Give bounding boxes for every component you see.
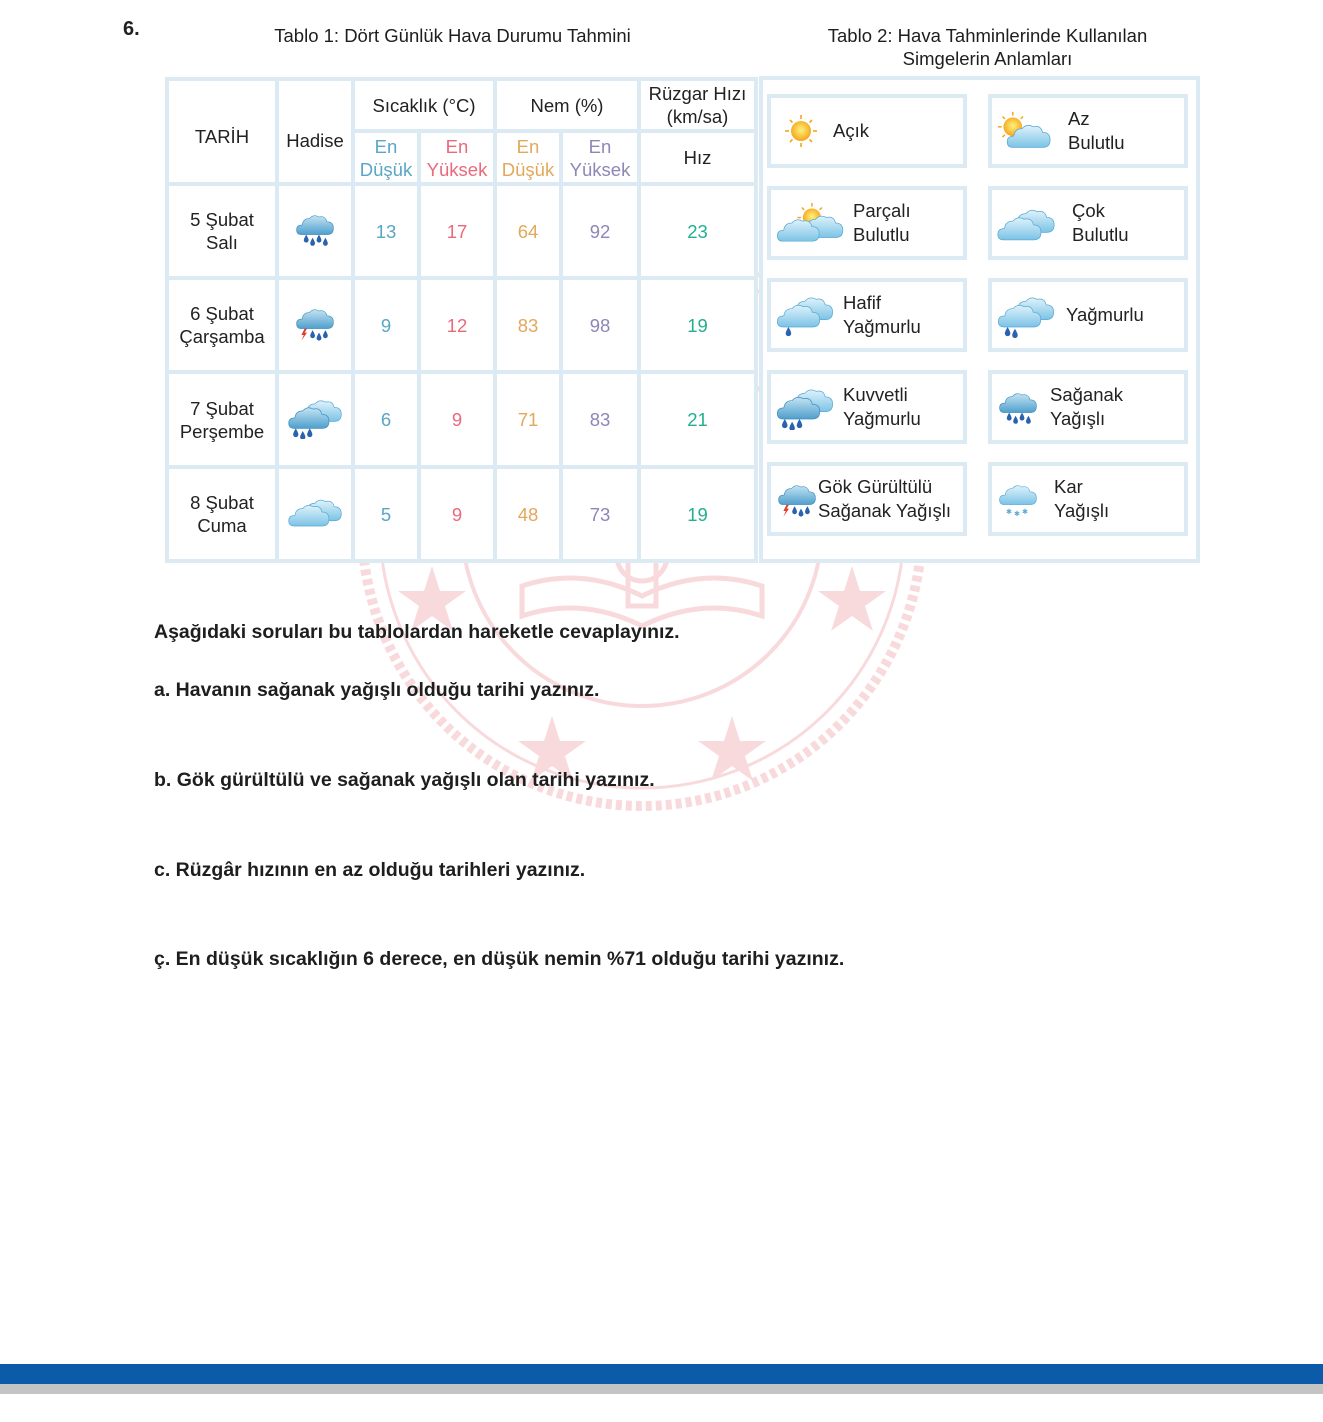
legend-label: Açık xyxy=(833,120,869,141)
legend-label-line1: Kuvvetli xyxy=(843,384,908,405)
humidity-max-value: 92 xyxy=(563,186,637,276)
row-date xyxy=(169,280,275,370)
header-hum-max-line2: Yüksek xyxy=(569,158,631,180)
header-temp-max-line1: En xyxy=(445,135,469,157)
footer-gray-bar xyxy=(0,1384,1323,1394)
rain-icon xyxy=(996,292,1056,338)
humidity-min-value: 48 xyxy=(497,469,559,559)
legend-label-line2: Bulutlu xyxy=(853,224,910,245)
legend-label-line2: Bulutlu xyxy=(1068,132,1125,153)
humidity-min-value: 83 xyxy=(497,280,559,370)
temp-max-value: 9 xyxy=(421,469,493,559)
legend-label-line1: Hafif xyxy=(843,292,882,313)
legend-label xyxy=(843,291,921,339)
legend-label-line2: Yağışlı xyxy=(1054,500,1110,521)
row-date xyxy=(169,186,275,276)
legend-item-very-cloudy xyxy=(988,186,1188,260)
wind-speed-value: 21 xyxy=(641,374,754,465)
legend-item-light-rain xyxy=(767,278,967,352)
row-event xyxy=(279,186,351,276)
header-date: TARİH xyxy=(169,81,275,182)
snow-icon xyxy=(998,480,1038,518)
temp-min-value: 5 xyxy=(355,469,417,559)
row-date-weekday: Çarşamba xyxy=(179,326,265,347)
wind-speed-value: 19 xyxy=(641,280,754,370)
legend-label-line1: Az xyxy=(1068,108,1090,129)
legend-label-line1: Gök Gürültülü xyxy=(818,476,933,497)
row-date-day: 6 Şubat xyxy=(190,303,254,324)
legend-label: Yağmurlu xyxy=(1066,304,1144,325)
humidity-min-value: 71 xyxy=(497,374,559,465)
legend-item-clear xyxy=(767,94,967,168)
header-temp-max-line2: Yüksek xyxy=(426,158,488,180)
humidity-max-value: 98 xyxy=(563,280,637,370)
temp-min-value: 13 xyxy=(355,186,417,276)
row-date-weekday: Cuma xyxy=(197,515,247,536)
header-temp-min-line2: Düşük xyxy=(359,158,413,180)
thunder-shower-icon xyxy=(295,304,335,342)
legend-item-strong-rain xyxy=(767,370,967,444)
header-temp-max xyxy=(421,133,493,182)
legend-item-partly-cloudy xyxy=(767,186,967,260)
header-wind-speed: Hız xyxy=(641,133,754,182)
question-number: 6. xyxy=(123,18,140,40)
very-cloudy-icon xyxy=(287,494,343,530)
temp-max-value: 9 xyxy=(421,374,493,465)
header-hum-min-line2: Düşük xyxy=(501,158,555,180)
partly-cloudy-icon xyxy=(775,203,847,243)
legend-label-line1: Sağanak xyxy=(1050,384,1124,405)
legend-label xyxy=(1072,199,1129,247)
legend-label-line2: Yağmurlu xyxy=(843,408,921,429)
header-temp-min-line1: En xyxy=(374,135,398,157)
wind-speed-value: 23 xyxy=(641,186,754,276)
table2-caption xyxy=(790,24,1185,70)
legend-label-line2: Sağanak Yağışlı xyxy=(818,500,952,521)
light-rain-icon xyxy=(775,292,835,338)
temp-max-value: 17 xyxy=(421,186,493,276)
humidity-min-value: 64 xyxy=(497,186,559,276)
header-wind-line2: (km/sa) xyxy=(666,106,729,127)
row-event xyxy=(279,374,351,465)
legend-label xyxy=(853,199,911,247)
temp-min-value: 9 xyxy=(355,280,417,370)
legend-label xyxy=(818,475,951,523)
row-date-weekday: Salı xyxy=(206,232,238,253)
header-wind-line1: Rüzgar Hızı xyxy=(648,83,747,104)
header-event: Hadise xyxy=(279,81,351,182)
question-cc: ç. En düşük sıcaklığın 6 derece, en düşük nemin %71 olduğu tarihi yazınız. xyxy=(154,948,845,970)
svg-text:✱: ✱ xyxy=(1022,507,1029,517)
temp-max-value: 12 xyxy=(421,280,493,370)
legend-label-line1: Çok xyxy=(1072,200,1105,221)
very-cloudy-icon xyxy=(996,204,1056,242)
question-a: a. Havanın sağanak yağışlı olduğu tarihi yazınız. xyxy=(154,679,600,701)
temp-min-value: 6 xyxy=(355,374,417,465)
legend-label-line1: Kar xyxy=(1054,476,1083,497)
strong-rain-icon xyxy=(287,395,343,439)
sun-few-clouds-icon xyxy=(996,110,1052,152)
svg-text:✱: ✱ xyxy=(1006,507,1013,517)
table1-caption: Tablo 1: Dört Günlük Hava Durumu Tahmini xyxy=(274,25,631,46)
legend-label-line1: Parçalı xyxy=(853,200,911,221)
thunder-shower-icon xyxy=(777,480,817,518)
humidity-max-value: 73 xyxy=(563,469,637,559)
header-temp-min xyxy=(355,133,417,182)
legend-label xyxy=(1054,475,1109,523)
row-event xyxy=(279,469,351,559)
row-date-day: 7 Şubat xyxy=(190,397,254,419)
legend-label xyxy=(1068,107,1125,155)
footer-blue-bar xyxy=(0,1364,1323,1384)
header-hum-min-line1: En xyxy=(516,135,540,157)
legend-label xyxy=(1050,383,1123,431)
humidity-max-value: 83 xyxy=(563,374,637,465)
forecast-table xyxy=(165,77,758,563)
row-date xyxy=(169,374,275,465)
header-wind xyxy=(641,81,754,129)
heavy-rain-icon xyxy=(998,388,1038,426)
header-humidity: Nem (%) xyxy=(497,81,637,129)
legend-label-line2: Yağmurlu xyxy=(843,316,921,337)
legend-item-thunder-shower xyxy=(767,462,967,536)
legend-item-snow xyxy=(988,462,1188,536)
row-date-weekday: Perşembe xyxy=(179,420,265,442)
symbol-legend-table xyxy=(759,76,1200,563)
legend-label xyxy=(843,383,921,431)
svg-text:✱: ✱ xyxy=(1014,508,1021,518)
table2-caption-line1: Tablo 2: Hava Tahminlerinde Kullanılan xyxy=(827,25,1148,46)
legend-item-few-clouds xyxy=(988,94,1188,168)
strong-rain-icon xyxy=(775,384,835,430)
row-date-day: 8 Şubat xyxy=(190,492,254,513)
legend-label-line2: Bulutlu xyxy=(1072,224,1129,245)
header-hum-max xyxy=(563,133,637,182)
question-b: b. Gök gürültülü ve sağanak yağışlı olan tarihi yazınız. xyxy=(154,769,655,791)
table2-caption-line2: Simgelerin Anlamları xyxy=(902,48,1073,69)
questions-intro: Aşağıdaki soruları bu tablolardan hareketle cevaplayınız. xyxy=(154,621,680,643)
question-c: c. Rüzgâr hızının en az olduğu tarihleri yazınız. xyxy=(154,859,586,881)
row-date xyxy=(169,469,275,559)
row-event xyxy=(279,280,351,370)
header-temperature: Sıcaklık (°C) xyxy=(355,81,493,129)
wind-speed-value: 19 xyxy=(641,469,754,559)
heavy-rain-icon xyxy=(295,210,335,248)
legend-item-heavy-shower xyxy=(988,370,1188,444)
legend-label-line2: Yağışlı xyxy=(1050,408,1106,429)
header-hum-min xyxy=(497,133,559,182)
header-hum-max-line1: En xyxy=(588,135,612,157)
row-date-day: 5 Şubat xyxy=(190,209,254,230)
legend-item-rain xyxy=(988,278,1188,352)
sun-icon xyxy=(781,111,821,151)
